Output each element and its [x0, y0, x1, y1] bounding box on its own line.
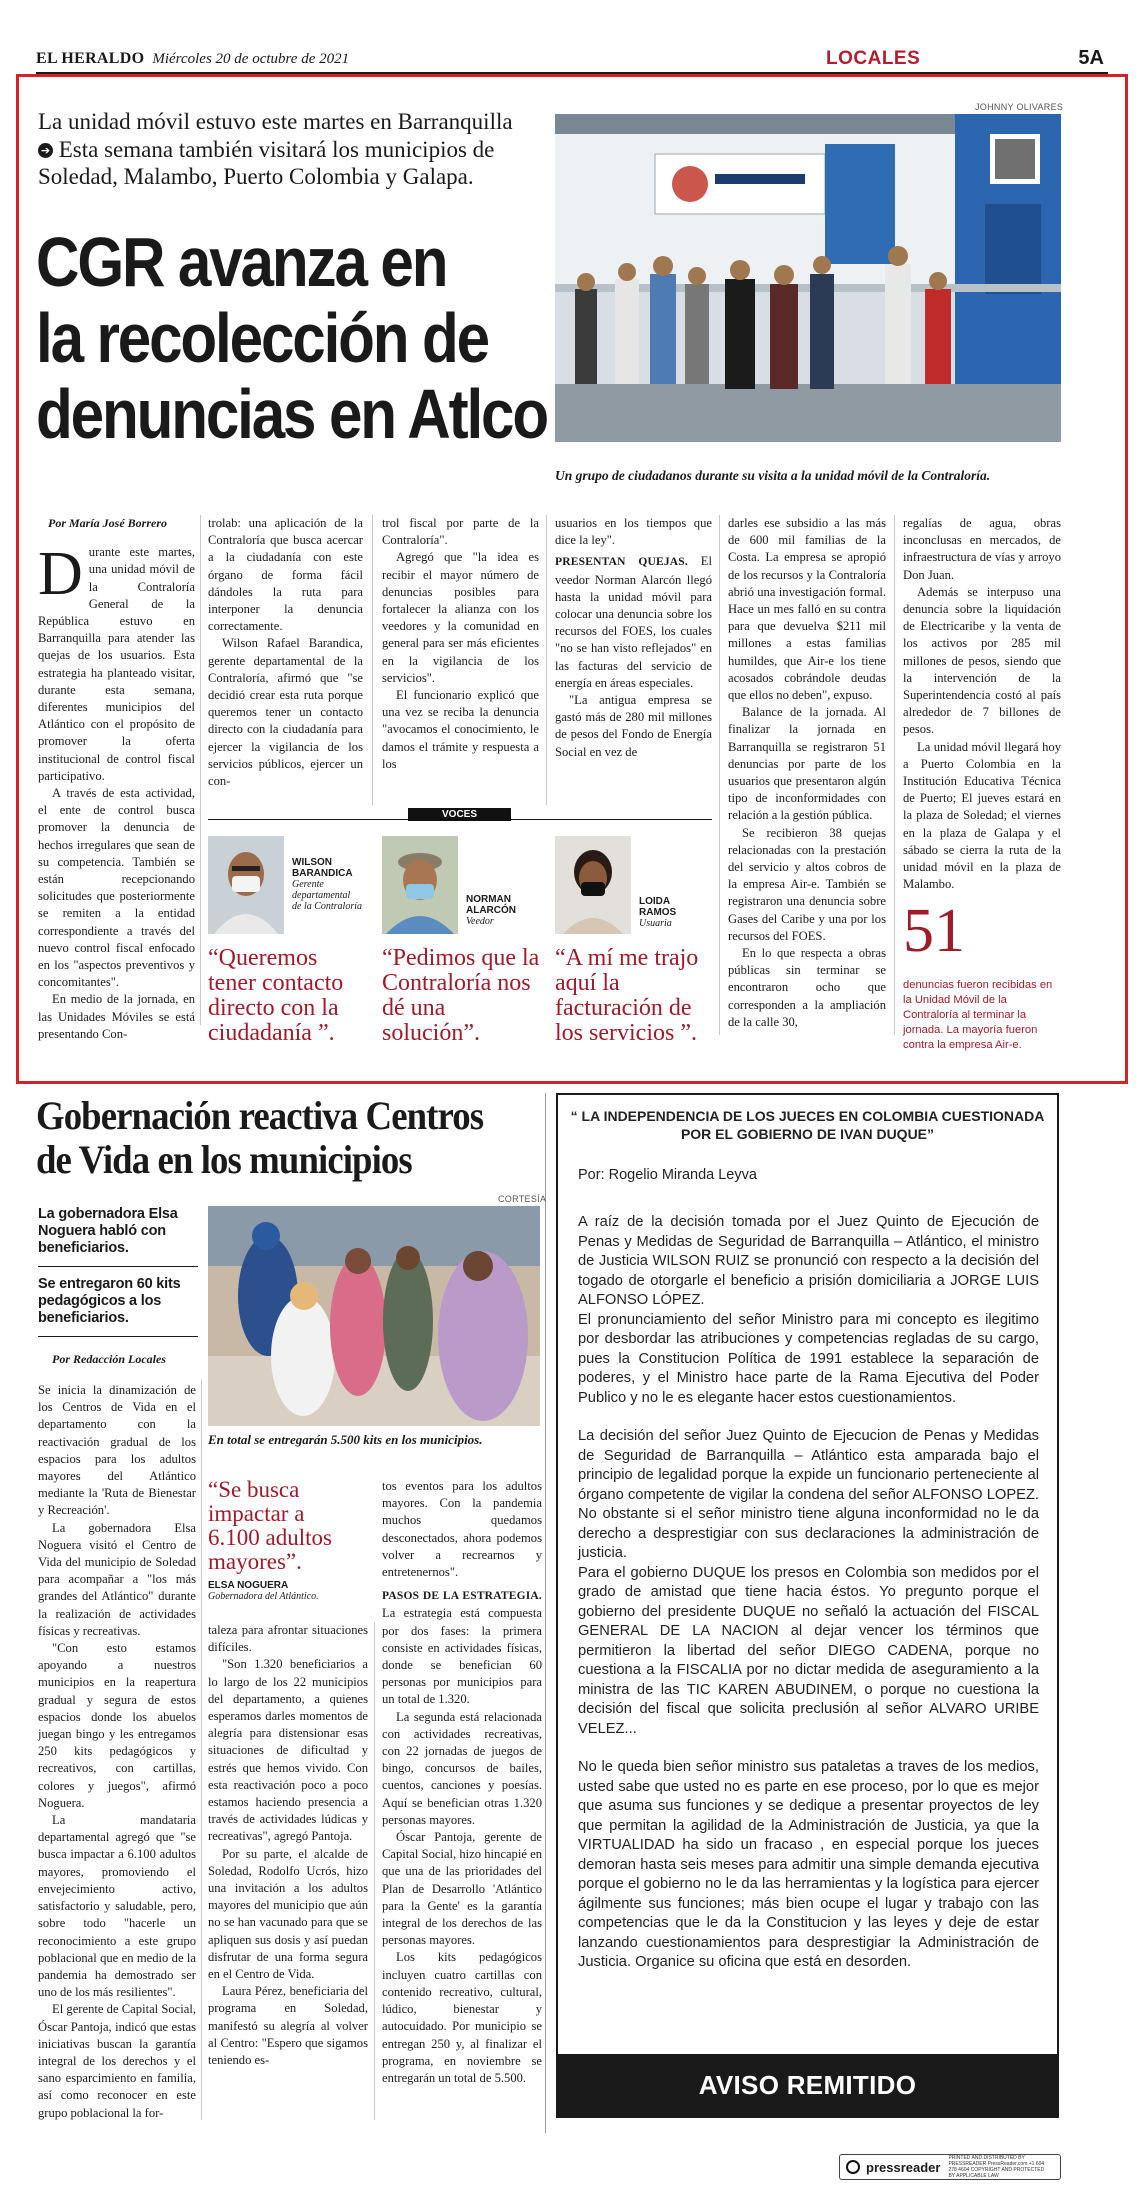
portrait-icon: [555, 836, 631, 934]
page-header: [36, 44, 1108, 74]
story2-col3-p3: La segunda está relacionada con actividades recreativas, con 22 jornadas de juegos de bingo, concursos de bailes, cuentos, canciones y poesías. Aquí se benefician otras 1.320 personas mayores.: [382, 1709, 542, 1827]
story1-photo-caption: Un grupo de ciudadanos durante su visita a la unidad móvil de la Contraloría.: [555, 468, 991, 483]
portrait-icon: [208, 836, 284, 934]
story2-col2-p1: taleza para afrontar situaciones difíciles.: [208, 1623, 368, 1655]
story1-col5-p3: Se recibieron 38 quejas relacionadas con la prestación del servicio y altos cobros de la empresa Air-e. También se registraron una denuncia sobre Gases del Caribe y una por los recursos del FOES.: [728, 825, 886, 943]
voice2-role: Veedor: [466, 916, 494, 927]
story1-byline: [38, 515, 195, 532]
section-rule: [545, 1093, 546, 2133]
story1-col4: [555, 515, 712, 761]
story1-photo: [555, 114, 1061, 442]
story2-col3-p5: Los kits pedagógicos incluyen cuatro cartillas con contenido recreativo, cultural, lúdico, bienestar y autocuidado. Por municipio se entregan 250 y, al finalizar el programa, en noviembre se entregarán un total de 5.500.: [382, 1950, 542, 2085]
story1-col4-p3: "La antigua empresa se gastó más de 280 mil millones de pesos del Fondo de Energía Social en vez de: [555, 693, 712, 759]
notice-p5: No le queda bien señor ministro sus pataletas a traves de los medios, usted sabe que usted no es parte en ese proceso, por lo que es mejor que asuma sus funciones y se dedique a presentar proyectos de ley que permitan la agilidad de la Administración de Justicia, ya que la VIRTUALIDAD ha sido un fracaso , en especial porque los jueces demoran hasta seis meses para admitir una simple demanda ejecutiva porque el gobierno no le da las herramientas y la logística para ejercer ágilmente sus funciones; más bien ocupe el lugar y trabajo con las competencias que le da la Constitucion y las leyes y deje de estar lanzando cuestionamientos para desprestigiar la Administración de Justicia. Organice su oficina que está en desorden.: [578, 1759, 1039, 1970]
story2-col3-subhead: PASOS DE LA ESTRATEGIA.: [382, 1590, 542, 1603]
notice-p2: El pronunciamiento del señor Ministro para mi concepto es ilegitimo por desbordar las atribuciones y competencias regladas de su cargo, pues la Constitucion Política de 1991 establece la separación de poderes, y el Ministro hace parte de la Rama Ejecutiva del Poder Publico y no le es elegante hacer estos cuestionamientos.: [578, 1311, 1039, 1406]
voice3-id: [639, 896, 709, 929]
story1-headline-line2: la recolección de: [36, 299, 488, 377]
story2-byline: Por Redacción Locales: [52, 1352, 166, 1366]
notice-p3: La decisión del señor Juez Quinto de Ejecucion de Penas y Medidas de Seguridad de Barranquilla – Atlántico esta amparada bajo el principio de legalidad porque la expide un funcionario perteneciente al órgano competente de vigilar la condena del señor ALFONSO LOPEZ. No obstante si el señor ministro tiene alguna inconformidad no le da derecho a desprestigiar con sus declaraciones la administración de justicia.: [578, 1428, 1039, 1561]
voice1-name: WILSON BARANDICA: [292, 857, 353, 879]
story1-col1: [38, 515, 195, 1043]
notice-byline: Por: Rogelio Miranda Leyva: [578, 1167, 757, 1183]
story1-subkicker-text: Esta semana también visitará los municipios de Soledad, Malambo, Puerto Colombia y Galapa.: [38, 137, 495, 189]
page-number: 5A: [1078, 47, 1104, 69]
voice3-quote: “A mí me trajo aquí la facturación de los servicios ”.: [555, 945, 699, 1046]
story1-col6-p2: Además se interpuso una denuncia sobre la liquidación de Electricaribe y la venta de los activos por 285 mil millones de pesos, siendo que la intervención de la Superintendencia costó al país alrededor de 7 billones de pesos.: [903, 584, 1061, 737]
story1-col5-p4: En lo que respecta a obras públicas sin terminar se encontraron ocho que corresponden a la ampliación de la calle 30,: [728, 946, 886, 1029]
column-rule: [372, 515, 373, 805]
story1-col4-subhead: PRESENTAN QUEJAS.: [555, 556, 688, 569]
story2-col2-p4: Laura Pérez, beneficiaria del programa en Soledad, manifestó su alegría al volver al Centro: "Espero que sigamos teniendo es-: [208, 1984, 368, 2068]
voces-label: VOCES: [408, 808, 511, 821]
voice3-photo: [555, 836, 631, 934]
column-rule: [546, 515, 547, 805]
story1-col4-p2: [555, 553, 712, 692]
story1-col1-p1-text: urante este martes, una unidad móvil de la Contraloría General de la República estuvo en Barranquilla para atender las quejas de los usuarios. Esta estrategia ha planteado visitar, durante esta semana, diferentes municipios del Atlántico con el propósito de promover la oferta institucional de control fiscal participativo.: [38, 545, 195, 783]
voice2-id: [466, 894, 546, 927]
story2-col2-p3: Por su parte, el alcalde de Soledad, Rodolfo Ucrós, hizo una invitación a los adultos mayores del municipio que aún no se han vacunado para que se apliquen sus dosis y así puedan disfrutar de una forma segura en el Centro de Vida.: [208, 1846, 368, 1982]
notice-p4: Para el gobierno DUQUE los presos en Colombia son medidos por el grado de amistad que tiene hacia éstos. Yo pregunto porque el gobierno del presidente DUQUE no señaló la actuación del FISCAL GENERAL DE LA NACION al dejar vencer los términos que permitieron la libertad del señor DIEGO CADENA, porque no cuestiona a la FISCALIA por no dictar medida de aseguramiento a la ministra de las TIC KAREN ABUDINEM, o porque no cuestiona la decisión del fiscal que solicita preclusión al señor ALVARO URIBE VELEZ...: [578, 1564, 1039, 1737]
paid-notice: [556, 1093, 1059, 2118]
story1-col3-p1: trol fiscal por parte de la Contraloría".: [382, 516, 539, 548]
story1-col3-p3: El funcionario explicó que una vez se reciba la denuncia "avocamos el conocimiento, le damos el trámite y respuesta a los: [382, 688, 539, 771]
column-rule: [201, 1380, 202, 2120]
pressreader-logo: pressreader: [866, 2159, 941, 2175]
section-name: LOCALES: [826, 48, 921, 69]
story1-col4-p2-text: El veedor Norman Alarcón llegó hasta la unidad móvil para colocar una denuncia sobre los recursos del FOES, los cuales "no se han visto reflejados" en las facturas del servicio de energía en áreas especiales.: [555, 554, 712, 690]
notice-footer: AVISO REMITIDO: [558, 2054, 1057, 2116]
voice3-name: LOIDA RAMOS: [639, 896, 677, 918]
story2-col3: [382, 1478, 542, 2087]
story2-photo-caption: En total se entregarán 5.500 kits en los municipios.: [208, 1432, 483, 1447]
notice-p1: A raíz de la decisión tomada por el Juez Quinto de Ejecución de Penas y Medidas de Seguridad de Barranquilla – Atlántico, el ministro de Justicia WILSON RUIZ se pronunció con respecto a la decisión del togado de otorgarle el beneficio a prisión domiciliaria a JORGE LUIS ALFONSO LÓPEZ.: [578, 1214, 1039, 1308]
voice1-quote: “Queremos tener contacto directo con la ciudadanía ”.: [208, 945, 344, 1046]
column-rule: [374, 1622, 375, 2120]
column-rule: [200, 515, 201, 1025]
voice2-photo: [382, 836, 458, 934]
story1-byline-text: Por María José Borrero: [48, 516, 168, 530]
mobile-unit-illustration: [555, 114, 1061, 442]
notice-body: [578, 1213, 1039, 1992]
story2-pull-role: Gobernadora del Atlántico.: [208, 1591, 319, 1602]
story1-headline-line3: denuncias en Atlco: [36, 375, 548, 453]
story1-col6: [903, 515, 1061, 893]
story1-col4-p1: usuarios en los tiempos que dice la ley".: [555, 516, 712, 548]
story2-headline-line2: de Vida en los municipios: [36, 1137, 412, 1182]
story1-col6-p3: La unidad móvil llegará hoy a Puerto Colombia en la Institución Educativa Técnica de Puerto; El jueves estará en la plaza de Soledad; el viernes en la plaza de Galapa y el sábado se cierra la ruta de la unidad móvil en la plaza de Malambo.: [903, 739, 1061, 892]
fact-text: denuncias fueron recibidas en la Unidad Móvil de la Contraloría al terminar la jornada. La mayoría fueron contra la empresa Air-e.: [903, 979, 1053, 1051]
story1-col2: [208, 515, 363, 790]
story2-col1-p1: Se inicia la dinamización de los Centros de Vida en el departamento con la reactivación gradual de los espacios para los adultos mayores del Atlántico mediante la 'Ruta de Bienestar y Recreación'.: [38, 1383, 196, 1518]
story1-kicker: La unidad móvil estuvo este martes en Barranquilla: [38, 109, 513, 134]
voice2-name: NORMAN ALARCÓN: [466, 894, 516, 916]
story1-col5-p1: darles ese subsidio a las más de 600 mil familias de la Costa. La empresa se apropió de los recursos y la Contraloría abrió una investigación formal. Hace un mes falló en su contra para que devuelva $211 mil millones a estas familias humildes, que Air-e los tiene acosados cobrándole deudas que ellos no deben", expuso.: [728, 516, 886, 703]
story2-deck1: La gobernadora Elsa Noguera habló con beneficiarios.: [38, 1206, 178, 1256]
story2-deck2: Se entregaron 60 kits pedagógicos a los beneficiarios.: [38, 1276, 181, 1326]
story2-col3-p2: [382, 1587, 542, 1708]
story2-photo-credit: CORTESÍA: [498, 1194, 547, 1204]
story2-col3-p2-text: La estrategia está compuesta por dos fases: la primera consiste en actividades físicas, donde se benefician 60 personas por municipios para un total de 1.320.: [382, 1606, 542, 1707]
story2-col1-p2: La gobernadora Elsa Noguera visitó el Centro de Vida del municipio de Soledad para acompañar a "los más grandes del Atlántico" durante la realización de actividades físicas y recreativas.: [38, 1520, 196, 1638]
story2-headline: [36, 1094, 546, 1182]
story1-col2-p1: trolab: una aplicación de la Contraloría que busca acercar a la ciudadanía con este órgano de forma fácil dándoles la ruta para interponer la denuncia correctamente.: [208, 516, 363, 634]
newspaper-name: EL HERALDO: [36, 50, 145, 67]
story1-col5-p2: Balance de la jornada. Al finalizar la jornada en Barranquilla se registraron 51 denuncias por parte de los usuarios que presentaron algún tipo de inconformidades con relación a la gestión pública.: [728, 705, 886, 823]
deck-rule: [38, 1336, 198, 1337]
fact-number: 51: [903, 897, 965, 965]
story2-headline-line1: Gobernación reactiva Centros: [36, 1093, 484, 1138]
story1-col1-p1: [38, 540, 195, 785]
pressreader-logo-icon: [846, 2160, 860, 2174]
story2-pull-name: ELSA NOGUERA: [208, 1580, 289, 1591]
voice2-quote: “Pedimos que la Contraloría nos dé una solución”.: [382, 945, 540, 1046]
voice3-role: Usuaria: [639, 918, 672, 929]
story2-col2-p2: "Son 1.320 beneficiarios a lo largo de los 22 municipios del departamento, a quienes esperamos darles momentos de alegría para distensionar esas situaciones de dificultad y estrés que hemos vivido. Con esta reactivación poco a poco estamos haciendo presencia a través de actividades lúdicas y recreativas", agregó Pantoja.: [208, 1657, 368, 1844]
story2-col1-p4: La mandataria departamental agregó que "se busca impactar a 6.100 adultos mayores, promoviendo el envejecimiento activo, satisfactorio y saludable, pero, sobre todo "hacerle un reconocimiento a este grupo poblacional que en medio de la pandemia ha demostrado ser uno de los más resilientes".: [38, 1813, 196, 2000]
beneficiaries-illustration: [208, 1206, 540, 1426]
story2-col3-p1: tos eventos para los adultos mayores. Con la pandemia muchos quedamos desconectados, ahora podemos volver a recrearnos y entretenernos".: [382, 1479, 542, 1580]
voice1-photo: [208, 836, 284, 934]
story1-headline: [36, 224, 636, 452]
story1-col1-p3: En medio de la jornada, en las Unidades Móviles se está presentando Con-: [38, 992, 195, 1041]
story2-col1-p3: "Con esto estamos apoyando a nuestros municipios en la reapertura gradual y segura de estos espacios donde los abuelos juegan bingo y les entregamos 250 kits pedagógicos y recreativos, con cartillas, colores y juegos", afirmó Noguera.: [38, 1641, 196, 1810]
deck-rule: [38, 1266, 198, 1267]
dropcap: D: [38, 540, 83, 609]
column-rule: [719, 515, 720, 1035]
story2-pull-quote: “Se busca impactar a 6.100 adultos mayores”.: [208, 1477, 332, 1574]
portrait-icon: [382, 836, 458, 934]
story2-col2: [208, 1622, 368, 2069]
issue-date: Miércoles 20 de octubre de 2021: [152, 51, 350, 67]
story2-pull-id: [208, 1580, 358, 1602]
story1-col2-p2: Wilson Rafael Barandica, gerente departamental de la Contraloría, afirmó que "se decidió crear esta ruta porque queremos tener un contacto directo con la ciudadanía para ejercer la vigilancia de los servicios públicos, ejercer un con-: [208, 636, 363, 789]
story2-col1-p5: El gerente de Capital Social, Óscar Pantoja, indicó que estas iniciativas buscan la garantía integral de los derechos y el sano esparcimiento en familia, así como reconocer en este grupo poblacional la for-: [38, 2002, 196, 2120]
story2-photo: [208, 1206, 540, 1426]
story1-col6-p1: regalías de agua, obras inconclusas en mercados, de infraestructura de vías y arroyo Don Juan.: [903, 516, 1061, 582]
story1-col1-p2: A través de esta actividad, el ente de control busca promover la denuncia de hechos irregulares que sean de su competencia. También se están recepcionando solicitudes que posteriormente se remiten a la entidad correspondiente a través del nuevo control fiscal enfocado en los "aspectos preventivos y concomitantes".: [38, 786, 195, 990]
story1-col3-p2: Agregó que "la idea es recibir el mayor número de denuncias posibles para fortalecer la alianza con los veedores y la comunidad en general para ser más eficientes en la vigilancia de los servicios".: [382, 550, 539, 685]
voice1-role: Gerente departamental de la Contraloría: [292, 879, 363, 912]
story1-photo-credit: JOHNNY OLIVARES: [975, 102, 1064, 112]
story2-col1: [38, 1382, 196, 2122]
column-rule: [894, 515, 895, 1035]
voice1-id: [292, 857, 362, 912]
pressreader-small-print: PRINTED AND DISTRIBUTED BY PRESSREADER PressReader.com +1 604 278 4604 COPYRIGHT AND PROTECTED BY APPLICABLE LAW: [948, 2155, 1045, 2179]
story2-col3-p4: Óscar Pantoja, gerente de Capital Social, hizo hincapié en que una de las prioridades del Plan de Desarrollo 'Atlántico para la Gente' es la garantía integral de los derechos de las personas mayores.: [382, 1830, 542, 1948]
voces-rule: [208, 806, 712, 820]
story1-headline-line1: CGR avanza en: [36, 223, 447, 301]
pressreader-stamp: [839, 2154, 1061, 2180]
story1-col3: [382, 515, 539, 773]
story1-subkicker: [38, 136, 558, 190]
notice-title: “ LA INDEPENDENCIA DE LOS JUECES EN COLOMBIA CUESTIONADA POR EL GOBIERNO DE IVAN DUQUE”: [570, 1108, 1045, 1142]
story1-col5: [728, 515, 886, 1031]
arrow-bullet-icon: ➔: [38, 143, 53, 158]
